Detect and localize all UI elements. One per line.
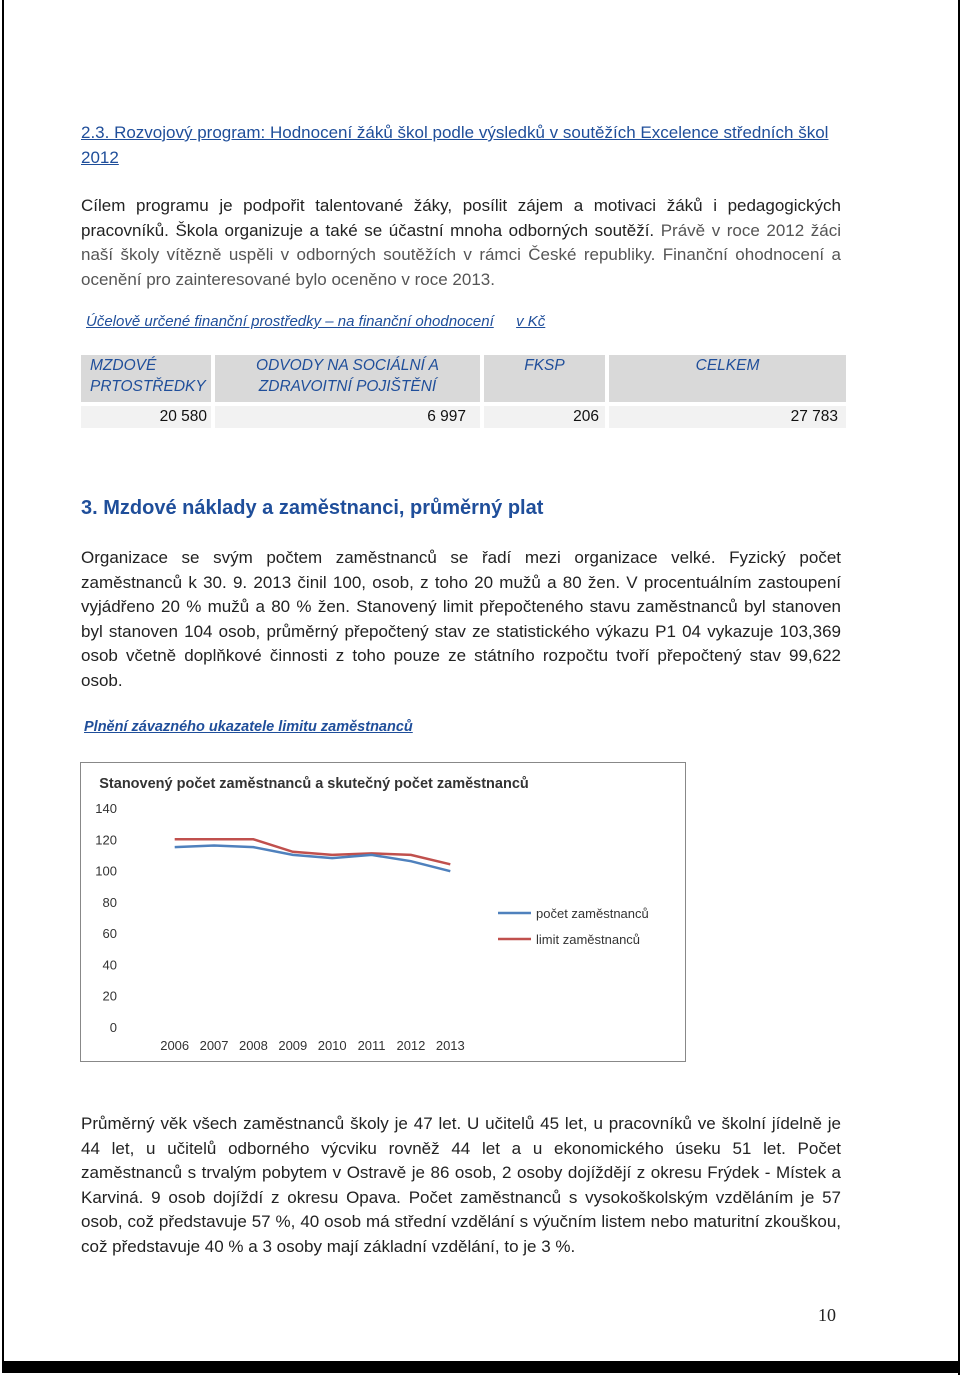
x-tick-label: 2010 (317, 1038, 347, 1053)
legend-label: počet zaměstnanců (536, 906, 649, 921)
x-tick-label: 2011 (357, 1038, 386, 1053)
page-border-left (2, 0, 4, 1363)
header-celkem: CELKEM (609, 355, 846, 402)
y-tick-label: 120 (95, 832, 117, 848)
paragraph-text-gray: Právě v roce 2012 žáci naší školy vítězně uspěli v odborných soutěžích v rámci České republiky. Finanční ohodnocení a ocenění pro zainteresované bylo oceněno v roce 2013. (81, 220, 841, 289)
header-fksp: FKSP (484, 355, 605, 402)
section-heading-3: 3. Mzdové náklady a zaměstnanci, průměrný plat (81, 497, 544, 519)
y-tick-label: 20 (102, 988, 117, 1004)
cell-odvody: 6 997 (215, 406, 480, 428)
x-tick-label: 2012 (396, 1038, 426, 1053)
employee-chart (80, 762, 686, 1062)
chart-svg (80, 762, 686, 1062)
closing-paragraph: Průměrný věk všech zaměstnanců školy je 47 let. U učitelů 45 let, u pracovníků ve školní jídelně je 44 let, u učitelů odborného výcviku rovněž 44 let a u ekonomického úseku 51 let. Počet zaměstnanců s trvalým pobytem v Ostravě je 86 osob, 2 osoby dojíždějí z okresu Frýdek - Místek a Karviná. 9 osob dojíždí z okresu Opava. Počet zaměstnanců s vysokoškolským vzděláním je 57 osob, což představuje 57 %, 40 osob má střední vzdělání s výučním listem nebo maturitní zkouškou, což představuje 40 % a 3 osoby mají základní vzdělání, to je 3 %. (81, 1114, 841, 1256)
finance-table-caption (86, 312, 545, 332)
x-tick-label: 2013 (435, 1038, 465, 1053)
x-tick-label: 2006 (160, 1038, 190, 1053)
section-heading-2-3: 2.3. Rozvojový program: Hodnocení žáků škol podle výsledků v soutěžích Excelence středních škol 2012 (81, 123, 829, 167)
y-tick-label: 0 (109, 1020, 117, 1035)
chart-title: Stanovený počet zaměstnanců a skutečný počet zaměstnanců (99, 776, 529, 792)
section-2-3-paragraph (81, 194, 841, 292)
x-tick-label: 2008 (238, 1038, 268, 1053)
cell-fksp: 206 (484, 406, 605, 428)
chart-caption: Plnění závazného ukazatele limitu zaměstnanců (84, 719, 413, 735)
page-border-bottom (2, 1361, 960, 1373)
y-tick-label: 60 (102, 926, 117, 942)
x-tick-label: 2007 (199, 1038, 229, 1053)
legend-label: limit zaměstnanců (536, 932, 641, 947)
y-tick-label: 40 (102, 957, 117, 973)
finance-caption-main: Účelově určené finanční prostředky – na finanční ohodnocení (86, 313, 494, 330)
y-tick-label: 100 (95, 863, 117, 879)
section-3-paragraph: Organizace se svým počtem zaměstnanců se řadí mezi organizace velké. Fyzický počet zaměstnanců k 30. 9. 2013 činil 100, osob, z toho 20 mužů a 80 žen. V procentuálním zastoupení vyjádřeno 20 % mužů a 80 % žen. Stanovený limit přepočteného stavu zaměstnanců byl stanoven byl stanoven 104 osob, průměrný přepočtený stav ze statistického výkazu P1 04 vykazuje 103,369 osob včetně doplňkové činnosti z toho pouze ze státního rozpočtu tvoří přepočtený stav 99,622 osob. (81, 548, 841, 690)
y-tick-label: 80 (102, 894, 117, 910)
paragraph-text-black: Cílem programu je podpořit talentované žáky, posílit zájem a motivaci žáků i pedagogických pracovníků. Škola organizuje a také se účastní mnoha odborných soutěží. (81, 196, 841, 240)
cell-mzdove-prostredky: 20 580 (81, 406, 211, 428)
x-tick-label: 2009 (278, 1038, 308, 1053)
page-number: 10 (818, 1305, 836, 1325)
header-mzdove-prostredky: MZDOVÉ PRTOSTŘEDKY (81, 355, 211, 402)
finance-table (81, 355, 846, 428)
finance-caption-unit: v Kč (516, 313, 546, 330)
y-tick-label: 140 (95, 801, 117, 816)
header-odvody: ODVODY NA SOCIÁLNÍ A ZDRAVOITNÍ POJIŠTĚNÍ (215, 355, 480, 402)
cell-celkem: 27 783 (609, 406, 846, 428)
